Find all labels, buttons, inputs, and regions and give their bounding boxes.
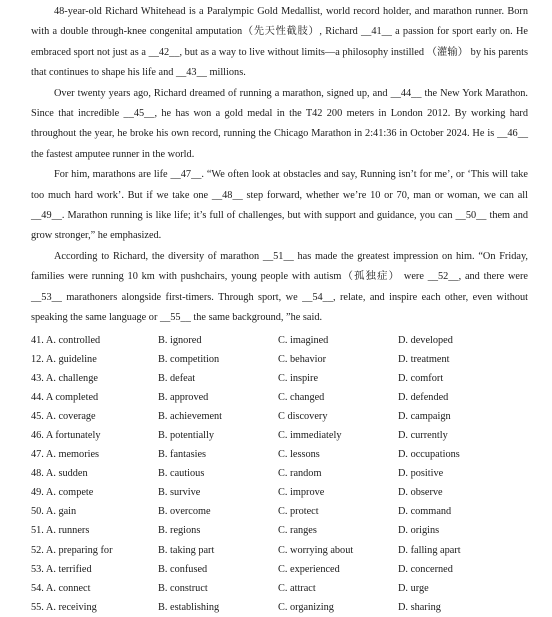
option-a: 45. A. coverage xyxy=(31,410,96,422)
option-d: D. defended xyxy=(398,391,449,403)
answer-options xyxy=(31,331,528,617)
option-row xyxy=(31,445,528,464)
option-d: D. comfort xyxy=(398,372,444,384)
option-b: B. competition xyxy=(158,353,220,365)
option-row xyxy=(31,331,528,350)
option-row xyxy=(31,541,528,560)
option-c: C. imagined xyxy=(278,334,329,346)
option-d: D. observe xyxy=(398,487,443,499)
option-a: 55. A. receiving xyxy=(31,601,97,613)
option-c: C. behavior xyxy=(278,353,327,365)
option-b: B. ignored xyxy=(158,334,202,346)
option-c: C. changed xyxy=(278,391,325,403)
passage-paragraph-3: For him, marathons are life __47__. “We often look at obstacles and say, Running isn’t for me’, or ‘This will take too much hard work’. But if we take one __48__ step forward, whether we’re 10 or 70, man or woman, we can all __49__. Marathon running is like life; it’s full of challenges, but with support and guidance, you can __50__ them and grow stronger,” he emphasized. xyxy=(31,169,528,242)
option-row xyxy=(31,483,528,502)
option-b: B. establishing xyxy=(158,601,220,613)
option-row xyxy=(31,502,528,521)
option-c: C. worrying about xyxy=(278,544,354,556)
option-d: D. campaign xyxy=(398,410,451,422)
option-d: D. developed xyxy=(398,334,453,346)
option-row xyxy=(31,407,528,426)
option-a: 50. A. gain xyxy=(31,506,77,518)
option-d: D. command xyxy=(398,506,452,518)
option-b: B. fantasies xyxy=(158,449,207,461)
option-b: B. construct xyxy=(158,582,208,594)
option-d: D. sharing xyxy=(398,601,441,613)
passage-paragraph-2: Over twenty years ago, Richard dreamed of running a marathon, signed up, and __44__ the New York Marathon. Since that incredible __45__, he has won a gold medal in the T42 200 meters in London 2012. By working hard throughout the year, he broke his own record, running the Chicago Marathon in 2:41:36 in October 2024. He is __46__ the fastest amputee runner in the world. xyxy=(31,87,528,160)
option-c: C. lessons xyxy=(278,449,320,461)
option-row xyxy=(31,521,528,540)
option-b: B. achievement xyxy=(158,410,223,422)
option-b: B. regions xyxy=(158,525,201,537)
option-b: B. overcome xyxy=(158,506,211,518)
option-a: 54. A. connect xyxy=(31,582,91,594)
passage-paragraph-4: According to Richard, the diversity of marathon __51__ has made the greatest impression on him. “On Friday, families were running 10 km with pushchairs, young people with autism（孤独症） were __52__, and there were __53__ marathoners alongside first-timers. Through sport, we __54__, relate, and inspire each other, even without speaking the same language or __55__ the same background, ”he said. xyxy=(31,250,528,324)
option-b: B. taking part xyxy=(158,544,215,556)
option-a: 12. A. guideline xyxy=(31,353,97,365)
option-c: C. experienced xyxy=(278,563,340,575)
option-b: B. cautious xyxy=(158,468,205,480)
option-d: D. treatment xyxy=(398,353,450,365)
option-b: B. potentially xyxy=(158,429,215,441)
option-c: C discovery xyxy=(278,410,328,422)
option-b: B. confused xyxy=(158,563,208,575)
option-a: 47. A. memories xyxy=(31,449,100,461)
option-row xyxy=(31,464,528,483)
option-c: C. immediately xyxy=(278,429,342,441)
option-c: C. ranges xyxy=(278,525,317,537)
option-d: D. currently xyxy=(398,429,448,441)
option-a: 52. A. preparing for xyxy=(31,544,113,556)
option-d: D. positive xyxy=(398,468,444,480)
option-row xyxy=(31,350,528,369)
option-a: 41. A. controlled xyxy=(31,334,101,346)
passage-paragraph-1: 48-year-old Richard Whitehead is a Paralympic Gold Medallist, world record holder, and marathon runner. Born with a double through-knee congenital amputation（先天性截肢）, Richard __41__ a passion for sport early on. He embraced sport not just as a __42__, but as a way to live without limits—a philosophy instilled （灌输） by his parents that continues to shape his life and __43__ millions. xyxy=(31,6,528,79)
option-row xyxy=(31,598,528,617)
option-a: 46. A fortunately xyxy=(31,429,101,441)
option-c: C. protect xyxy=(278,506,319,518)
option-a: 43. A. challenge xyxy=(31,372,98,384)
option-b: B. defeat xyxy=(158,372,196,384)
option-a: 44. A completed xyxy=(31,391,99,403)
option-c: C. attract xyxy=(278,582,316,594)
option-c: C. random xyxy=(278,468,322,480)
option-row xyxy=(31,388,528,407)
option-b: B. approved xyxy=(158,391,209,403)
option-b: B. survive xyxy=(158,487,201,499)
option-d: D. falling apart xyxy=(398,544,461,556)
option-a: 49. A. compete xyxy=(31,487,94,499)
option-d: D. occupations xyxy=(398,449,460,461)
option-row xyxy=(31,426,528,445)
option-a: 48. A. sudden xyxy=(31,468,88,480)
option-d: D. urge xyxy=(398,582,429,594)
option-row xyxy=(31,579,528,598)
option-d: D. concerned xyxy=(398,563,453,575)
option-d: D. origins xyxy=(398,525,440,537)
option-a: 51. A. runners xyxy=(31,525,90,537)
option-row xyxy=(31,369,528,388)
option-c: C. inspire xyxy=(278,372,319,384)
option-row xyxy=(31,560,528,579)
option-c: C. organizing xyxy=(278,601,334,613)
option-a: 53. A. terrified xyxy=(31,563,92,575)
option-c: C. improve xyxy=(278,487,325,499)
